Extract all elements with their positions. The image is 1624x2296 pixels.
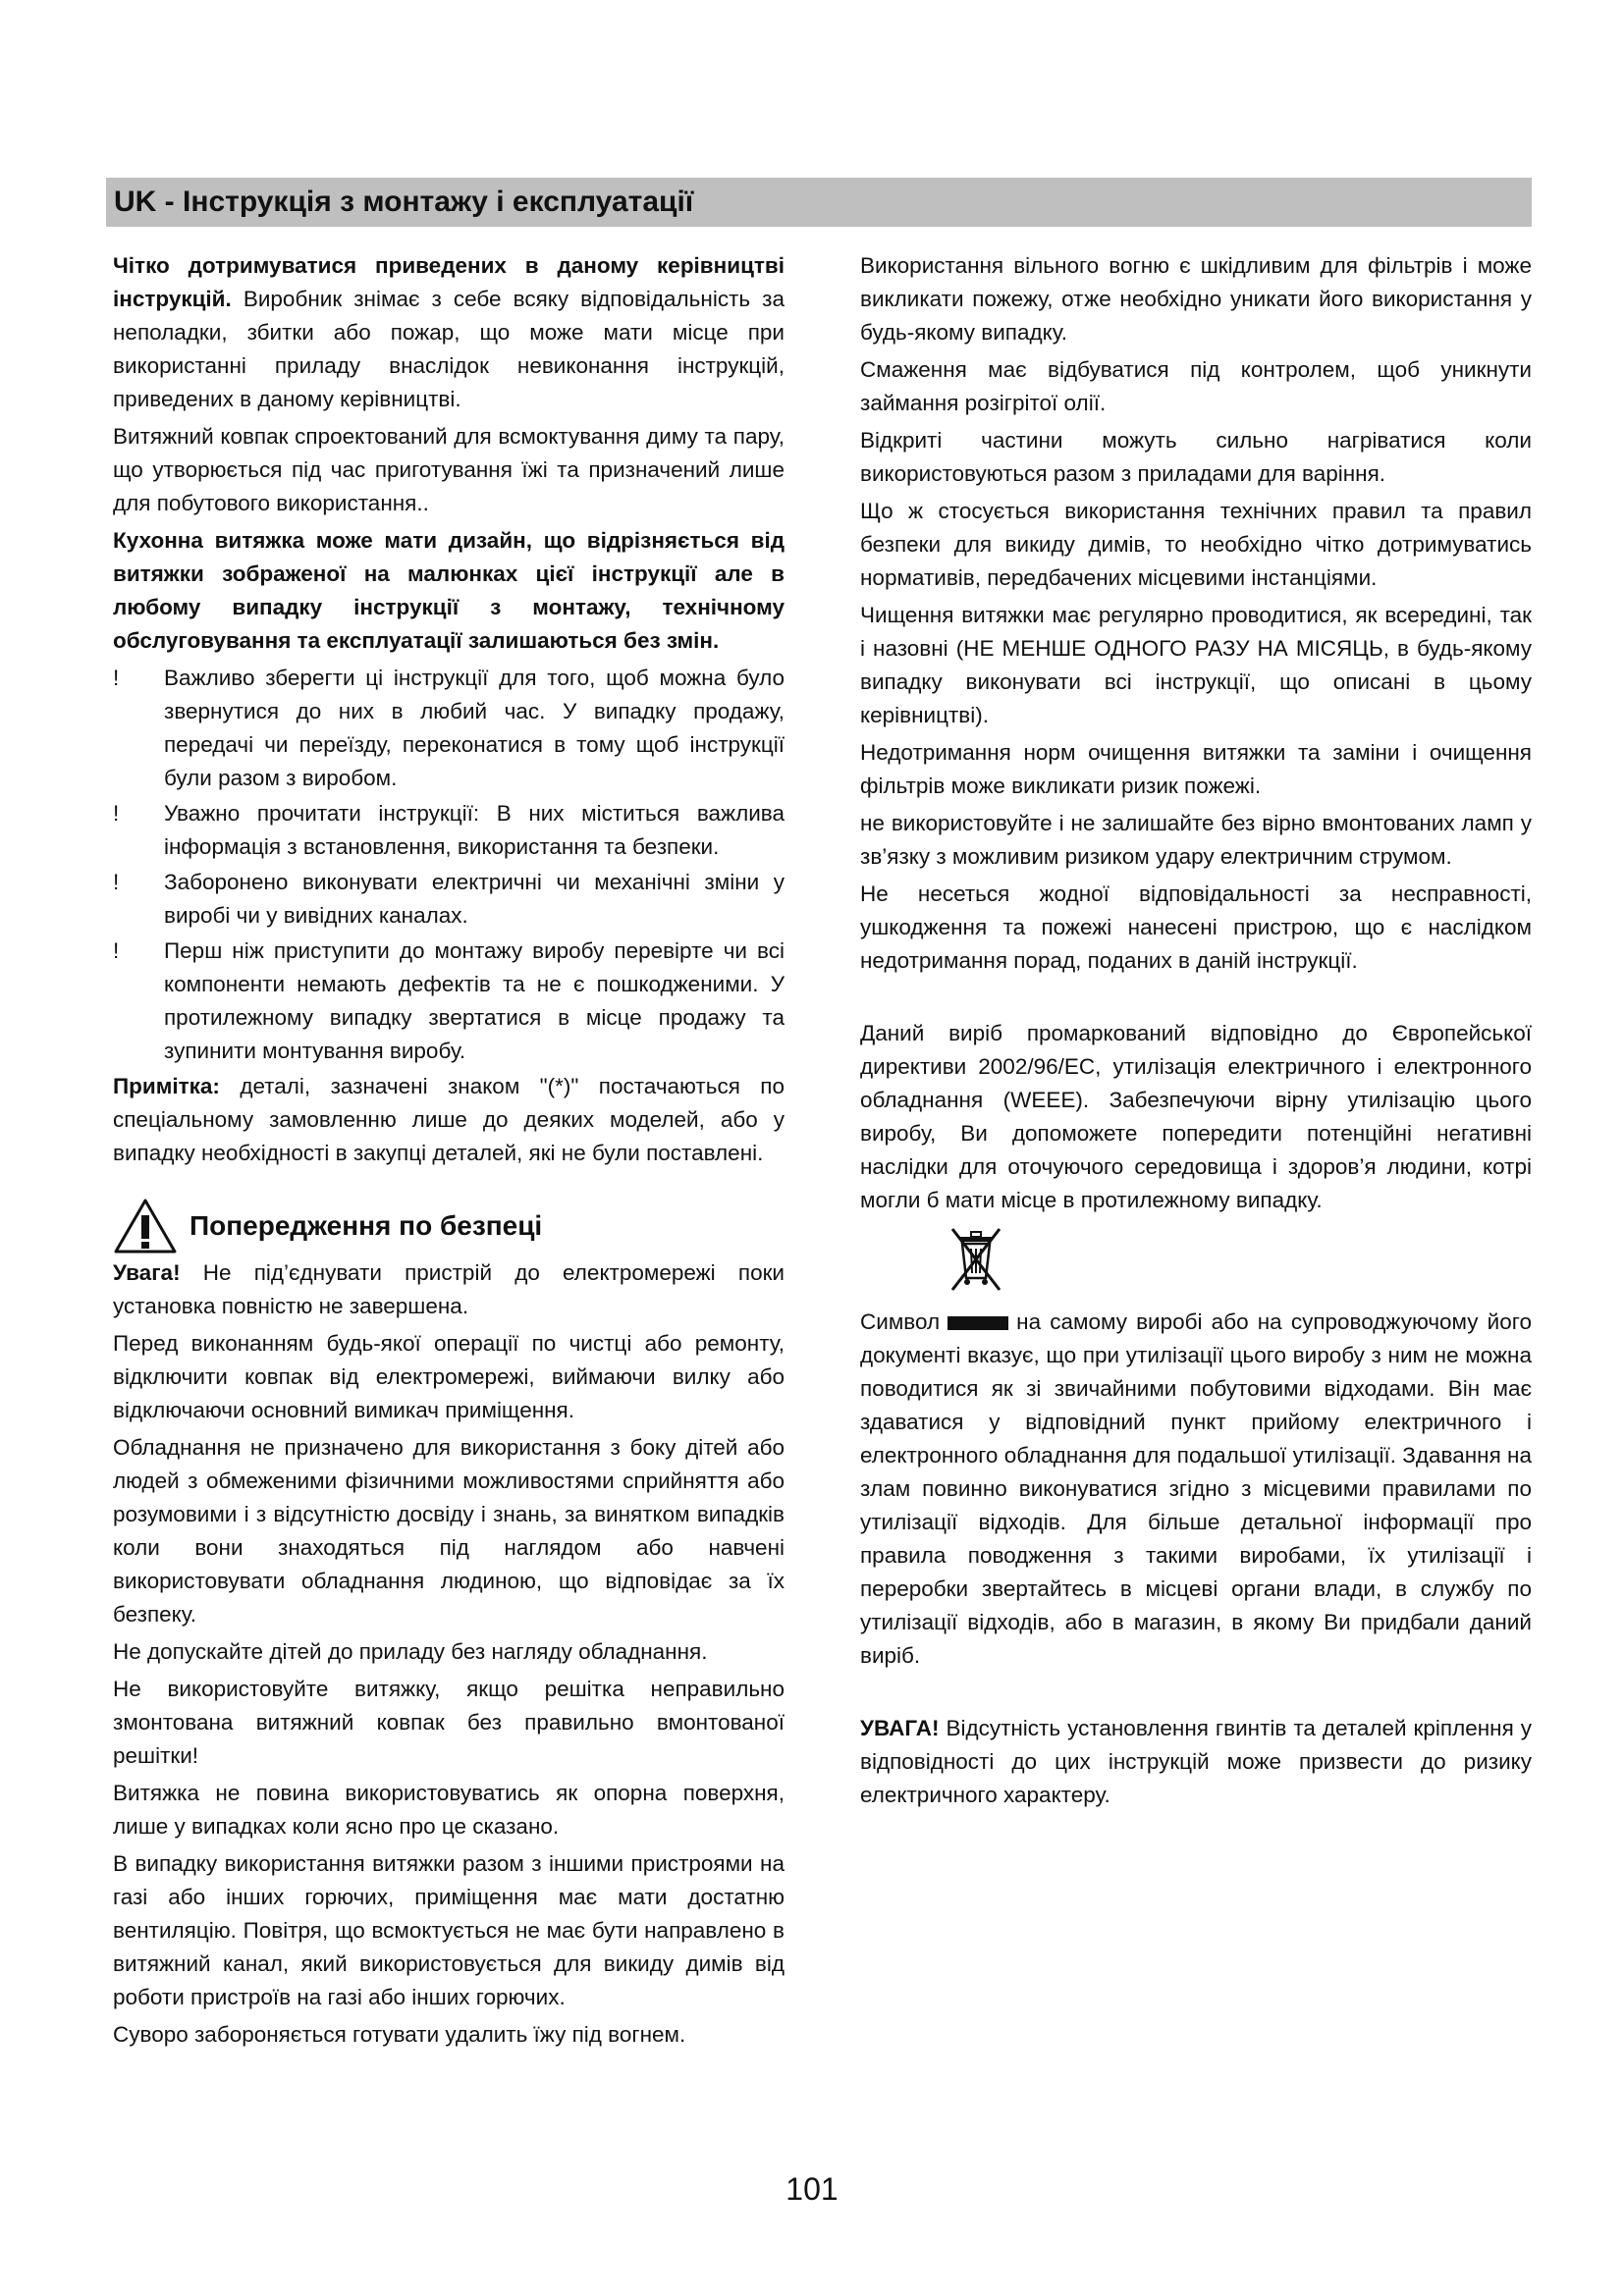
usage-paragraph: Смаження має відбуватися під контролем, щоб уникнути займання розігрітої олії. <box>860 357 1532 415</box>
usage-paragraph: Недотримання норм очищення витяжки та заміни і очищення фільтрів може викликати ризик пожежі. <box>860 740 1532 798</box>
note-paragraph <box>113 1070 785 1170</box>
note-text: деталі, зазначені знаком "(*)" постачаються по спеціальному замовленню лише до деяких моделей, або у випадку необхідності в закупці деталей, які не були поставлені. <box>113 1074 785 1165</box>
warning-paragraph <box>113 1256 785 1323</box>
usage-paragraph: не використовуйте і не залишайте без вірно вмонтованих ламп у зв’язку з можливим ризиком удару електричним струмом. <box>860 811 1532 869</box>
warning-triangle-icon <box>113 1198 178 1255</box>
intro-text: Виробник знімає з себе всяку відповідальність за неполадки, збитки або пожар, що може мати місце при використанні приладу внаслідок невиконання інструкцій, приведених в даному керівництві. <box>113 287 785 411</box>
right-column <box>860 249 1532 1816</box>
exclamation-icon: ! <box>113 801 120 826</box>
warning-text: Не під’єднувати пристрій до електромережі поки установка повністю не завершена. <box>113 1260 785 1318</box>
page-number: 101 <box>785 2171 839 2207</box>
exclamation-icon: ! <box>113 870 120 894</box>
caution-paragraph <box>860 1712 1532 1812</box>
safety-heading-text: Попередження по безпеці <box>189 1210 543 1241</box>
list-item <box>113 866 785 933</box>
left-column <box>113 249 785 2056</box>
design-notice-paragraph: Кухонна витяжка може мати дизайн, що відрізняється від витяжки зображеної на малюнках цієї інструкції але в любому випадку інструкції з монтажу, технічному обслуговування та експлуатації залишаються без змін. <box>113 528 785 653</box>
list-item-text: Важливо зберегти ці інструкції для того, щоб можна було звернутися до них в любий час. У випадку продажу, передачі чи переїзду, переконатися в тому щоб інструкції були разом з виробом. <box>164 666 785 790</box>
safety-paragraph: Перед виконанням будь-якої операції по чистці або ремонту, відключити ковпак від електромережі, виймаючи вилку або відключаючи основний вимикач приміщення. <box>113 1331 785 1422</box>
safety-paragraph: В випадку використання витяжки разом з іншими пристроями на газі або інших горючих, приміщення має мати достатню вентиляцію. Повітря, що всмоктується не має бути направлено в витяжний канал, який використовується для викиду димів від роботи пристроїв на газі або інших горючих. <box>113 1851 785 2009</box>
weee-paragraph: Даний виріб промаркований відповідно до Європейської директиви 2002/96/EC, утилізація електричного і електронного обладнання (WEEE). Забезпечуючи вірну утилізацію цього виробу, Ви допоможете попередити потенційні негативні наслідки для оточуючого середовища і здоров’я людини, котрі могли б мати місце в протилежному випадку. <box>860 1021 1532 1212</box>
instruction-bullet-list <box>113 662 785 1068</box>
list-item-text: Уважно прочитати інструкції: В них міститься важлива інформація з встановлення, використання та безпеки. <box>164 801 785 859</box>
symbol-word: Символ <box>860 1309 941 1334</box>
safety-paragraph: Обладнання не призначено для використання з боку дітей або людей з обмеженими фізичними можливостями сприйняття або розумовими і з відсутністю досвіду і знань, за винятком випадків коли вони знаходяться під наглядом або навчені використовувати обладнання людиною, що відповідає за їх безпеку. <box>113 1435 785 1627</box>
list-item <box>113 934 785 1068</box>
list-item <box>113 662 785 795</box>
note-label: Примітка: <box>113 1074 220 1098</box>
spacer <box>860 1677 1532 1712</box>
symbol-text: на самому виробі або на супроводжуючому його документі вказує, що при утилізації цього виробу з ним не можна поводитися як зі звичайними побутовими відходами. Він має здаватися у відповідний пункт прийому електричного і електронного обладнання для подальшої утилізації. Здавання на злам повинно виконуватися згідно з місцевими правилами по утилізації відходів. Для більше детальної інформації про правила поводження з такими виробами, їх утилізації і переробки звертайтесь в місцеві органи влади, в службу по утилізації відходів, або в магазин, в якому Ви придбали даний виріб. <box>860 1309 1532 1668</box>
usage-paragraph: Відкриті частини можуть сильно нагріватися коли використовуються разом з приладами для варіння. <box>860 428 1532 486</box>
intro-bold-text: Чітко дотримуватися приведених в даному керівництві інструкцій. <box>113 253 785 311</box>
usage-paragraph: Чищення витяжки має регулярно проводитися, як всередині, так і назовні (НЕ МЕНШЕ ОДНОГО РАЗУ НА МІСЯЦЬ, в будь-якому випадку виконувати всі інструкції, що описані в цьому керівництві). <box>860 603 1532 727</box>
usage-paragraph: Не несеться жодної відповідальності за несправності, ушкодження та пожежі нанесені пристрою, що є наслідком недотримання порад, поданих в даній інструкції. <box>860 881 1532 973</box>
crossed-bin-icon <box>947 1223 1005 1296</box>
list-item-text: Перш ніж приступити до монтажу виробу перевірте чи всі компоненти немають дефектів та не є пошкодженими. У протилежному випадку звертатися в місце продажу та зупинити монтування виробу. <box>164 938 785 1063</box>
spacer <box>860 982 1532 1017</box>
caution-label: УВАГА! <box>860 1716 940 1740</box>
caution-text: Відсутність установлення гвинтів та деталей кріплення у відповідності до цих інструкцій може призвести до ризику електричного характеру. <box>860 1716 1532 1807</box>
safety-heading <box>113 1198 785 1255</box>
safety-paragraph: Суворо забороняється готувати удалить їжу під вогнем. <box>113 2022 686 2047</box>
safety-paragraph: Витяжка не повина використовуватись як опорна поверхня, лише у випадках коли ясно про це сказано. <box>113 1781 785 1839</box>
exclamation-icon: ! <box>113 666 120 690</box>
section-title: UK - Інструкція з монтажу і експлуатації <box>114 186 694 218</box>
usage-paragraph: Що ж стосується використання технічних правил та правил безпеки для викиду димів, то необхідно чітко дотримуватись нормативів, передбачених місцевими інстанціями. <box>860 499 1532 590</box>
list-item-text: Заборонено виконувати електричні чи механічні зміни у виробі чи у вивідних каналах. <box>164 870 785 928</box>
list-item <box>113 797 785 864</box>
exclamation-icon: ! <box>113 938 120 963</box>
section-header-bar <box>106 178 1532 227</box>
symbol-paragraph <box>860 1306 1532 1673</box>
black-bar-symbol-icon <box>947 1316 1008 1330</box>
intro-paragraph <box>113 249 785 416</box>
safety-paragraph: Не допускайте дітей до приладу без нагляду обладнання. <box>113 1639 708 1664</box>
usage-paragraph: Використання вільного вогню є шкідливим для фільтрів і може викликати пожежу, отже необхідно уникати його використання у будь-якому випадку. <box>860 253 1532 345</box>
purpose-paragraph: Витяжний ковпак спроектований для всмоктування диму та пару, що утворюється під час приготування їжі та призначений лише для побутового використання.. <box>113 424 785 515</box>
warning-label: Увага! <box>113 1260 181 1285</box>
safety-paragraph: Не використовуйте витяжку, якщо решітка неправильно змонтована витяжний ковпак без правильно вмонтованої решітки! <box>113 1677 785 1768</box>
